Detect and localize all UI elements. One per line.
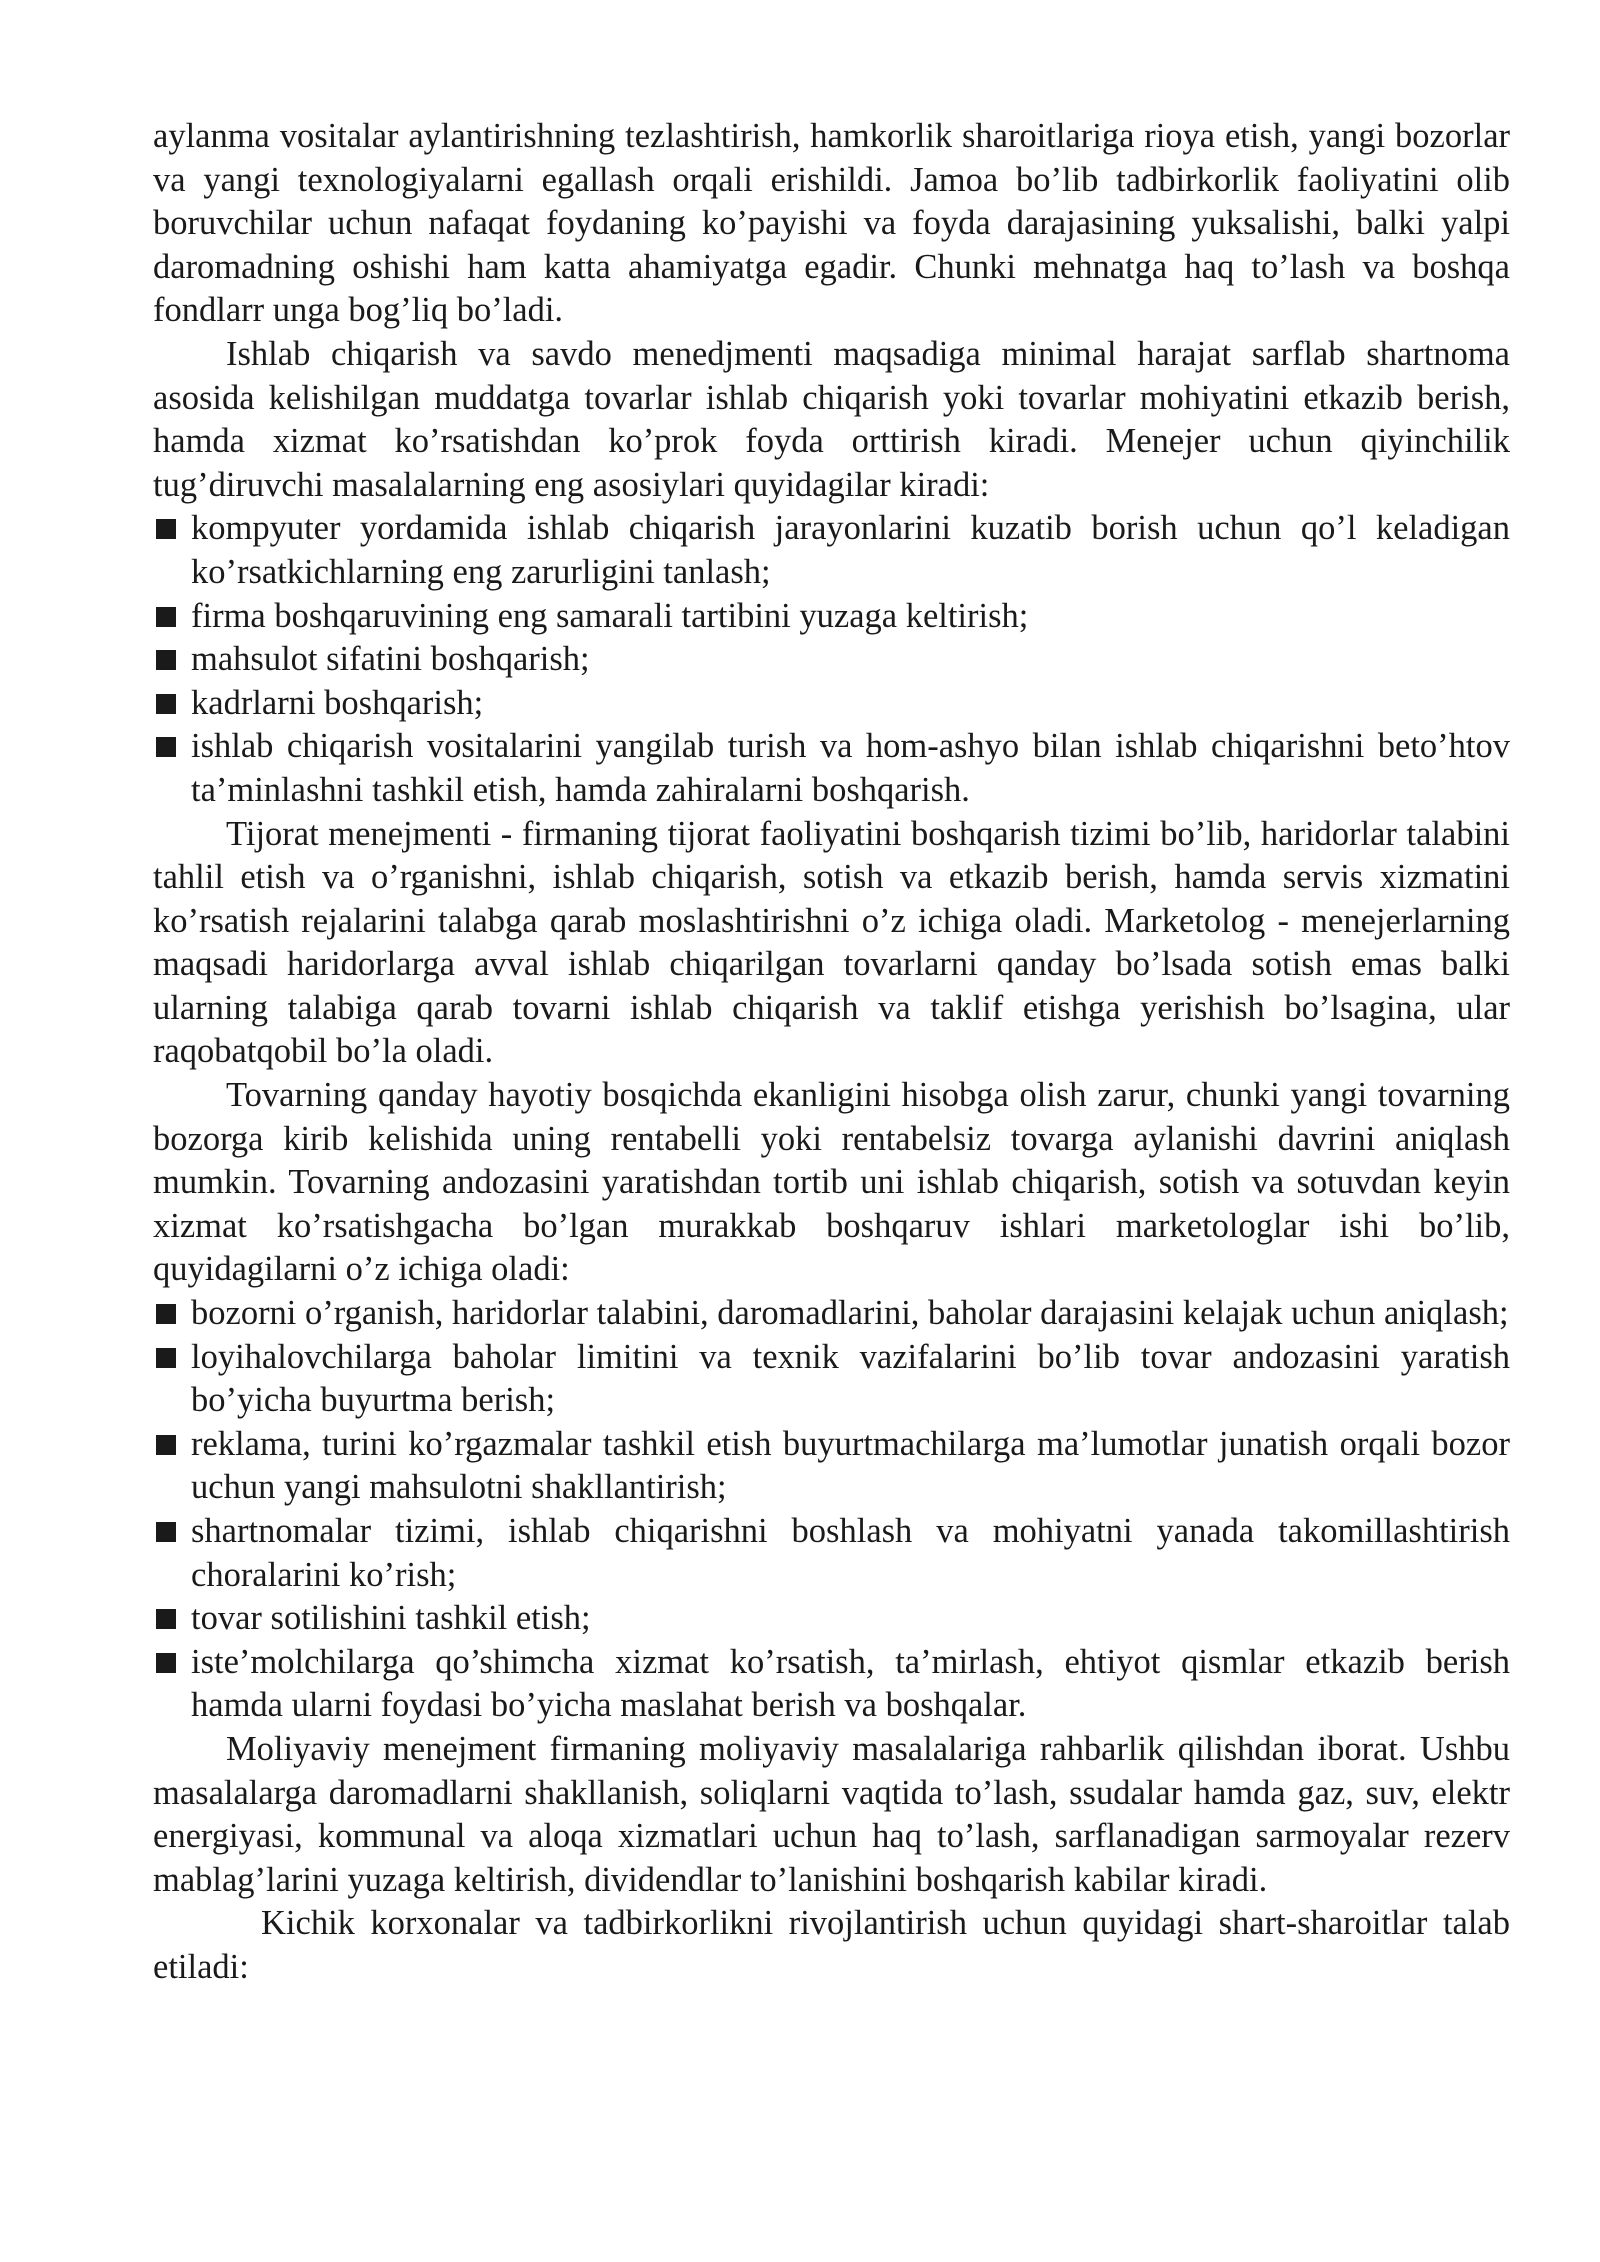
list-item-text: kompyuter yordamida ishlab chiqarish jarayonlarini kuzatib borish uchun qo’l keladigan ko’rsatkichlarning eng zarurligini tanlash; bbox=[191, 509, 1510, 591]
black-square-icon bbox=[156, 1304, 176, 1324]
bullet-list-marketing-tasks bbox=[153, 1292, 1510, 1728]
list-item-text: firma boshqaruvining eng samarali tartibini yuzaga keltirish; bbox=[191, 596, 1029, 635]
list-item bbox=[153, 1641, 1510, 1728]
paragraph-3: Tijorat menejmenti - firmaning tijorat faoliyatini boshqarish tizimi bo’lib, haridorlar talabini tahlil etish va o’rganishni, ishlab chiqarish, sotish va etkazib berish, hamda servis xizmatini ko’rsatish rejalarini talabga qarab moslashtirishni o’z ichiga oladi. Marketolog - menejerlarning maqsadi haridorlarga avval ishlab chiqarilgan tovarlarni qanday bo’lsada sotish emas balki ularning talabiga qarab tovarni ishlab chiqarish va taklif etishga yerishish bo’lsagina, ular raqobatqobil bo’la oladi. bbox=[153, 814, 1510, 1071]
black-square-icon bbox=[156, 737, 176, 757]
list-item bbox=[153, 507, 1510, 594]
paragraph-2: Ishlab chiqarish va savdo menedjmenti maqsadiga minimal harajat sarflab shartnoma asosida kelishilgan muddatga tovarlar ishlab chiqarish yoki tovarlar mohiyatini etkazib berish, hamda xizmat ko’rsatishdan ko’prok foyda orttirish kiradi. Menejer uchun qiyinchilik tug’diruvchi masalalarning eng asosiylari quyidagilar kiradi: bbox=[153, 334, 1510, 504]
list-item bbox=[153, 1336, 1510, 1423]
list-item bbox=[153, 1423, 1510, 1510]
list-item bbox=[153, 638, 1510, 682]
list-item-text: ishlab chiqarish vositalarini yangilab turish va hom-ashyo bilan ishlab chiqarishni beto’htov ta’minlashni tashkil etish, hamda zahiralarni boshqarish. bbox=[191, 727, 1510, 809]
paragraph-5: Moliyaviy menejment firmaning moliyaviy masalalariga rahbarlik qilishdan iborat. Ushbu masalalarga daromadlarni shakllanish, soliqlarni vaqtida to’lash, ssudalar hamda gaz, suv, elektr energiyasi, kommunal va aloqa xizmatlari uchun haq to’lash, sarflanadigan sarmoyalar rezerv mablag’larini yuzaga keltirish, dividendlar to’lanishini boshqarish kabilar kiradi. bbox=[153, 1729, 1510, 1899]
bullet-list-management-tasks bbox=[153, 507, 1510, 812]
black-square-icon bbox=[156, 607, 176, 627]
list-item bbox=[153, 1597, 1510, 1641]
black-square-icon bbox=[156, 1653, 176, 1673]
list-item bbox=[153, 725, 1510, 812]
document-page bbox=[153, 115, 1510, 1990]
paragraph-1: aylanma vositalar aylantirishning tezlashtirish, hamkorlik sharoitlariga rioya etish, yangi bozorlar va yangi texnologiyalarni egallash orqali erishildi. Jamoa bo’lib tadbirkorlik faoliyatini olib boruvchilar uchun nafaqat foydaning ko’payishi va foyda darajasining yuksalishi, balki yalpi daromadning oshishi ham katta ahamiyatga egadir. Chunki mehnatga haq to’lash va boshqa fondlarr unga bog’liq bo’ladi. bbox=[153, 117, 1510, 330]
list-item-text: shartnomalar tizimi, ishlab chiqarishni boshlash va mohiyatni yanada takomillashtirish choralarini ko’rish; bbox=[191, 1512, 1510, 1594]
black-square-icon bbox=[156, 1609, 176, 1629]
list-item bbox=[153, 1292, 1510, 1336]
black-square-icon bbox=[156, 1348, 176, 1368]
black-square-icon bbox=[156, 1435, 176, 1455]
paragraph-6: Kichik korxonalar va tadbirkorlikni rivojlantirish uchun quyidagi shart-sharoitlar talab etiladi: bbox=[153, 1904, 1510, 1986]
list-item-text: loyihalovchilarga baholar limitini va texnik vazifalarini bo’lib tovar andozasini yaratish bo’yicha buyurtma berish; bbox=[191, 1337, 1510, 1420]
list-item bbox=[153, 1510, 1510, 1597]
list-item-text: reklama, turini ko’rgazmalar tashkil etish buyurtmachilarga ma’lumotlar junatish orqali bozor uchun yangi mahsulotni shakllantirish; bbox=[191, 1424, 1510, 1507]
black-square-icon bbox=[156, 1522, 176, 1542]
black-square-icon bbox=[156, 650, 176, 670]
list-item bbox=[153, 595, 1510, 639]
black-square-icon bbox=[156, 519, 176, 539]
list-item-text: iste’molchilarga qo’shimcha xizmat ko’rsatish, ta’mirlash, ehtiyot qismlar etkazib berish hamda ularni foydasi bo’yicha maslahat berish va boshqalar. bbox=[191, 1642, 1510, 1725]
paragraph-4: Tovarning qanday hayotiy bosqichda ekanligini hisobga olish zarur, chunki yangi tovarning bozorga kirib kelishida uning rentabelli yoki rentabelsiz tovarga aylanishi davrini aniqlash mumkin. Tovarning andozasini yaratishdan tortib uni ishlab chiqarish, sotish va sotuvdan keyin xizmat ko’rsatishgacha bo’lgan murakkab boshqaruv ishlari marketologlar ishi bo’lib, quyidagilarni o’z ichiga oladi: bbox=[153, 1076, 1510, 1289]
list-item-text: bozorni o’rganish, haridorlar talabini, daromadlarini, baholar darajasini kelajak uchun aniqlash; bbox=[191, 1294, 1509, 1333]
list-item bbox=[153, 682, 1510, 726]
list-item-text: kadrlarni boshqarish; bbox=[191, 683, 484, 722]
black-square-icon bbox=[156, 694, 176, 714]
list-item-text: tovar sotilishini tashkil etish; bbox=[191, 1599, 591, 1638]
list-item-text: mahsulot sifatini boshqarish; bbox=[191, 640, 590, 679]
